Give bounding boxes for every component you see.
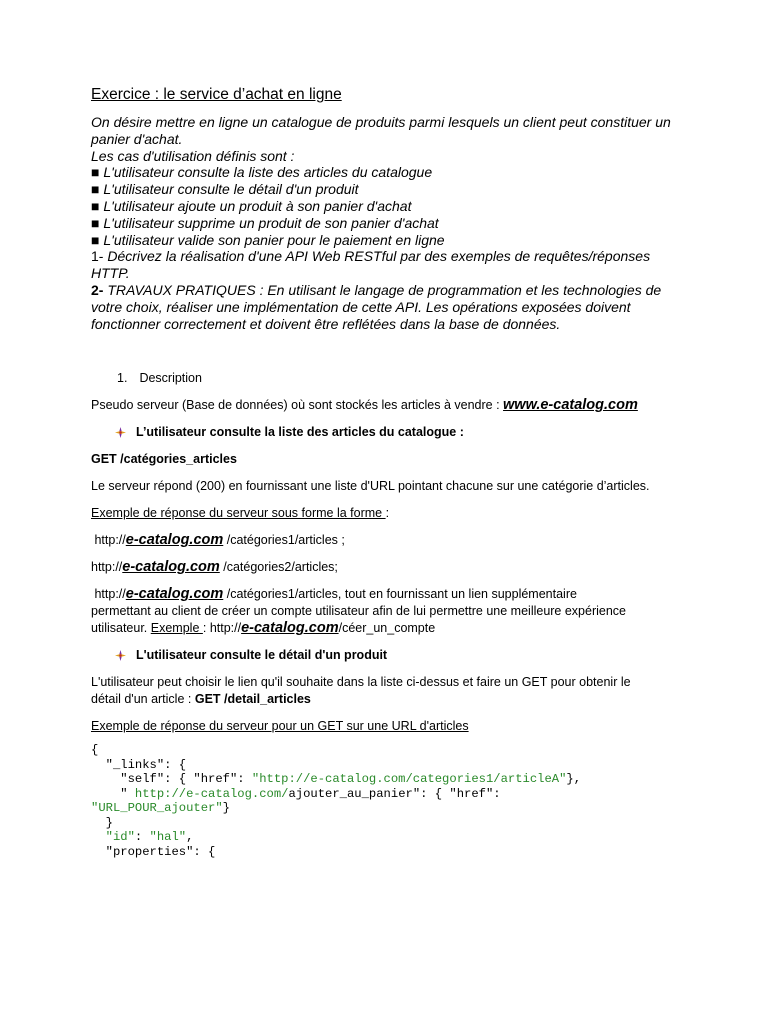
question-2-cont: votre choix, réaliser une implémentation de cette API. Les opérations exposées doivent	[91, 298, 631, 315]
diamond-bullet-icon	[115, 650, 126, 661]
example-heading: Exemple de réponse du serveur sous forme la forme :	[91, 506, 390, 521]
use-case-item: ■ L'utilisateur ajoute un produit à son panier d'achat	[91, 197, 412, 214]
intro-line: panier d'achat.	[91, 130, 183, 147]
section-label: Description	[139, 371, 202, 386]
domain-link[interactable]: e-catalog.com	[125, 586, 224, 603]
section-heading	[91, 370, 691, 387]
response-text: Le serveur répond (200) en fournissant une liste d'URL pointant chacune sur une catégorie d’articles.	[91, 479, 650, 494]
square-bullet-icon: ■	[91, 197, 100, 214]
question-1: 1- Décrivez la réalisation d'une API Web RESTful par des exemples de requêtes/réponses	[91, 248, 651, 265]
feature-heading-detail: L'utilisateur consulte le détail d'un produit	[91, 647, 691, 664]
domain-link[interactable]: e-catalog.com	[122, 559, 220, 576]
page-title: Exercice : le service d’achat en ligne	[91, 86, 342, 103]
example-heading-2: Exemple de réponse du serveur pour un GET sur une URL d'articles	[91, 719, 469, 734]
exercise-statement	[91, 114, 691, 332]
intro-line: Les cas d'utilisation définis sont :	[91, 147, 295, 164]
document-page	[91, 86, 691, 859]
use-case-item: ■ L'utilisateur consulte la liste des articles du catalogue	[91, 164, 433, 181]
domain-link[interactable]: e-catalog.com	[125, 532, 224, 549]
square-bullet-icon: ■	[91, 164, 100, 181]
square-bullet-icon: ■	[91, 231, 100, 248]
question-2-cont: fonctionner correctement et doivent être reflétées dans la base de données.	[91, 315, 561, 332]
square-bullet-icon: ■	[91, 214, 100, 231]
question-1-cont: HTTP.	[91, 265, 130, 282]
intro-line: On désire mettre en ligne un catalogue de produits parmi lesquels un client peut constituer un	[91, 114, 671, 130]
catalog-link[interactable]: www.e-catalog.com	[503, 397, 638, 414]
url-line: http://e-catalog.com /catégories2/articles;	[91, 559, 338, 576]
detail-text: L'utilisateur peut choisir le lien qu'il souhaite dans la liste ci-dessus et faire un GET pour obtenir le détail d'un article : GET /detail_articles	[91, 675, 631, 707]
domain-link[interactable]: e-catalog.com	[241, 620, 339, 637]
json-code-block: { "_links": { "self": { "href": "http://e-catalog.com/categories1/articleA"}, " http://e-catalog.com/ajouter_au_panier": { "href": "URL_POUR_ajouter"} } "id": "hal", "properties": {	[91, 743, 582, 859]
url-line: http://e-catalog.com /catégories1/articles ;	[94, 532, 345, 549]
use-case-item: ■ L'utilisateur consulte le détail d'un produit	[91, 181, 359, 198]
get-endpoint: GET /catégories_articles	[91, 452, 237, 467]
square-bullet-icon: ■	[91, 181, 100, 198]
feature-heading-list: L’utilisateur consulte la liste des articles du catalogue :	[91, 424, 691, 441]
question-2: 2- TRAVAUX PRATIQUES : En utilisant le langage de programmation et les technologies de	[91, 281, 662, 298]
use-case-item: ■ L'utilisateur supprime un produit de son panier d'achat	[91, 214, 439, 231]
use-case-item: ■ L'utilisateur valide son panier pour le paiement en ligne	[91, 231, 445, 248]
section-number: 1.	[117, 371, 128, 386]
url-line: http://e-catalog.com /catégories1/articles, tout en fournissant un lien supplémentaire permettant au client de créer un compte utilisateur afin de lui permettre une meilleure expérience utilisateur. Exemple : http://e-catalog.com/céer_un_compte	[91, 586, 627, 637]
pseudo-server-text: Pseudo serveur (Base de données) où sont stockés les articles à vendre : www.e-catalog.com	[91, 397, 638, 414]
diamond-bullet-icon	[115, 427, 126, 438]
